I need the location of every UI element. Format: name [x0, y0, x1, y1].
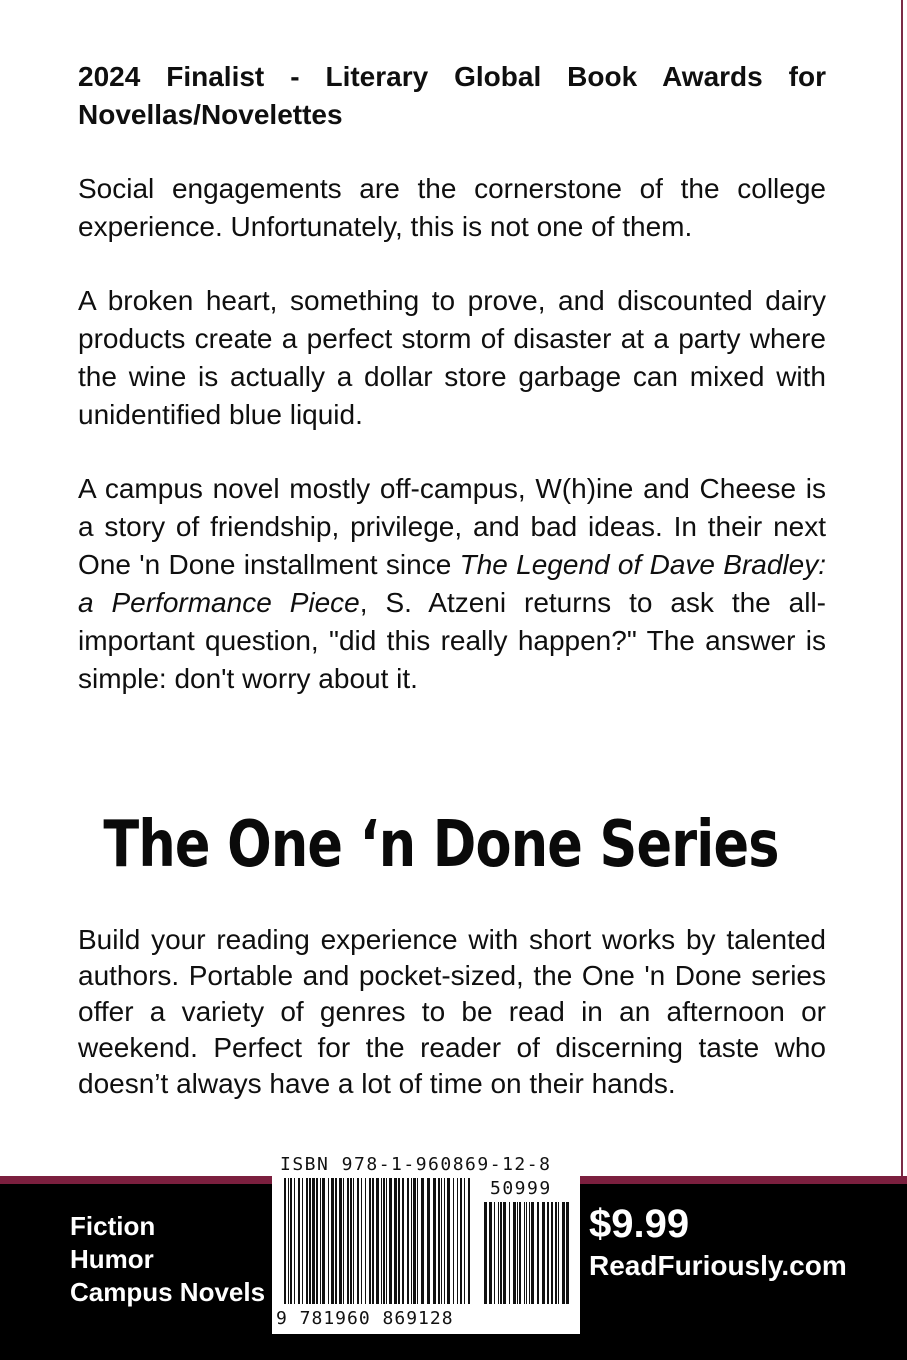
genre-item: Humor	[70, 1244, 154, 1274]
series-title: The One ‘n Done Series	[103, 808, 779, 882]
edge-line	[901, 0, 903, 1176]
ean-digits: 9 781960 869128	[276, 1308, 454, 1329]
blurb-paragraph-3	[78, 470, 826, 698]
award-line: 2024 Finalist - Literary Global Book Awards for Novellas/Novelettes	[78, 61, 826, 130]
genre-item: Fiction	[70, 1211, 156, 1241]
addon-barcode-bars	[484, 1202, 570, 1304]
isbn-label: ISBN 978-1-960869-12-8	[280, 1154, 552, 1175]
previous-book-title: The Legend of Dave Bradley: a Performance Piece	[78, 549, 826, 618]
genre-list	[70, 1210, 265, 1309]
publisher-website: ReadFuriously.com	[589, 1250, 847, 1281]
barcode	[272, 1150, 580, 1334]
price: $9.99	[589, 1202, 690, 1246]
back-cover-text	[78, 58, 826, 698]
blurb-p3-start: A campus novel mostly off-campus, W(h)ine and Cheese is a story of friendship, privilege, and bad ideas. In their next One 'n Done installment since	[78, 473, 826, 580]
series-description: Build your reading experience with short works by talented authors. Portable and pocket-sized, the One 'n Done series offer a variety of genres to be read in an afternoon or weekend. Perfect for the reader of discerning taste who doesn’t always have a lot of time on their hands.	[78, 924, 826, 1099]
blurb-paragraph-1: Social engagements are the cornerstone of the college experience. Unfortunately, this is not one of them.	[78, 173, 826, 242]
blurb-paragraph-2: A broken heart, something to prove, and discounted dairy products create a perfect storm of disaster at a party where the wine is actually a dollar store garbage can mixed with unidentified blue liquid.	[78, 285, 826, 430]
blurb-p3-end: , S. Atzeni returns to ask the all-important question, "did this really happen?" The answer is simple: don't worry about it.	[78, 587, 827, 694]
footer-bar	[0, 1154, 907, 1360]
genre-item: Campus Novels	[70, 1277, 266, 1307]
addon-code: 50999	[490, 1178, 552, 1199]
ean-barcode-bars	[284, 1178, 474, 1304]
